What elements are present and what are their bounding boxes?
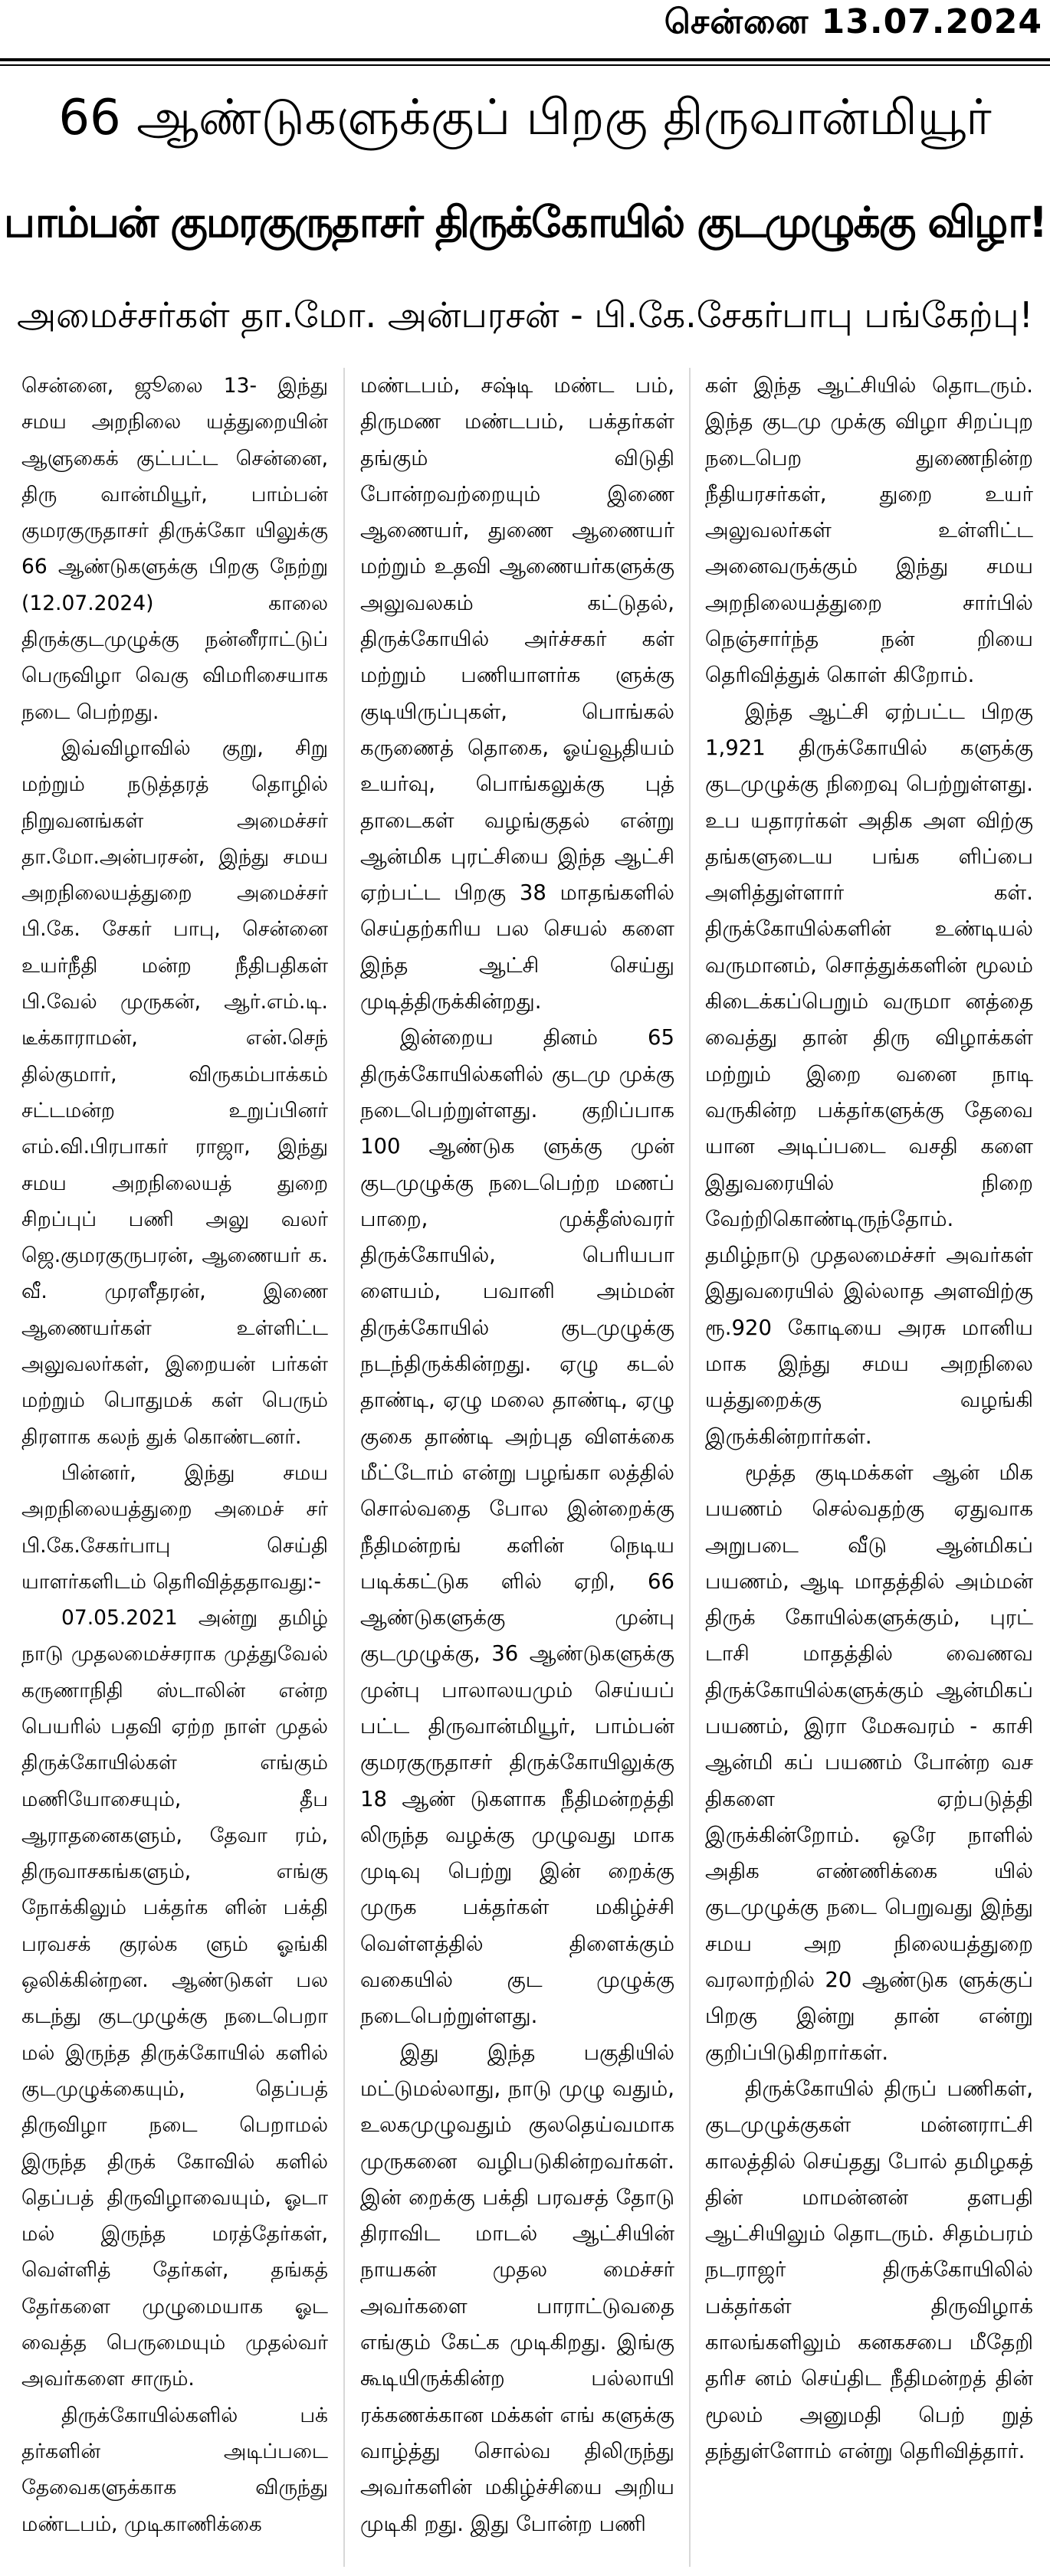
headline-main: பாம்பன் குமரகுருதாசர் திருக்கோயில் குடமுழுக்கு விழா! (3, 198, 1047, 247)
article-column-3 (705, 368, 1033, 2567)
article-paragraph: மண்டபம், சஷ்டி மண்ட பம், திருமண மண்டபம், பக்தர்கள் தங்கும் விடுதி போன்றவற்றையும் இணை ஆணையர், துணை ஆணையர் மற்றும் உதவி ஆணையர்களுக்கு அலுவலகம் கட்டுதல், திருக்கோயில் அர்ச்சகர் கள் மற்றும் பணியாளர்க ளுக்கு குடியிருப்புகள், பொங்கல் கருணைத் தொகை, ஓய்வூதியம் உயர்வு, பொங்கலுக்கு புத் தாடைகள் வழங்குதல் என்று ஆன்மிக புரட்சியை இந்த ஆட்சி ஏற்பட்ட பிறகு 38 மாதங்களில் செய்தற்கரிய பல செயல் களை இந்த ஆட்சி செய்து முடித்திருக்கின்றது. (360, 373, 674, 1014)
article-column-2 (360, 368, 674, 2567)
headline-kicker: 66 ஆண்டுகளுக்குப் பிறகு திருவான்மியூர் (58, 90, 992, 146)
top-rule-thin (0, 64, 1050, 66)
article-paragraph: சென்னை, ஜூலை 13- இந்து சமய அறநிலை யத்துறையின் ஆளுகைக் குட்பட்ட சென்னை, திரு வான்மியூர், பாம்பன் குமரகுருதாசர் திருக்கோ யிலுக்கு 66 ஆண்டுகளுக்கு பிறகு நேற்று (12.07.2024) காலை திருக்குடமுழுக்கு நன்னீராட்டுப் பெருவிழா வெகு விமரிசையாக நடை பெற்றது. (21, 374, 328, 724)
article-paragraph: 07.05.2021 அன்று தமிழ் நாடு முதலமைச்சராக முத்துவேல் கருணாநிதி ஸ்டாலின் என்ற பெயரில் பதவி ஏற்ற நாள் முதல் திருக்கோயில்கள் எங்கும் மணியோசையும், தீப ஆராதனைகளும், தேவா ரம், திருவாசகங்களும், எங்கு நோக்கிலும் பக்தர்க ளின் பக்தி பரவசக் குரல்க ளும் ஓங்கி ஒலிக்கின்றன. ஆண்டுகள் பல கடந்து குடமுழுக்கு நடைபெறா மல் இருந்த திருக்கோயில் களில் குடமுழுக்கையும், தெப்பத் திருவிழா நடை பெறாமல் இருந்த திருக் கோவில் களில் தெப்பத் திருவிழாவையும், ஓடா மல் இருந்த மரத்தேர்கள், வெள்ளித் தேர்கள், தங்கத் தேர்களை முழுமையாக ஓட வைத்த பெருமையும் முதல்வர் அவர்களை சாரும். (21, 1606, 328, 2391)
article-column-1 (21, 368, 328, 2567)
article-paragraph: திருக்கோயில் திருப் பணிகள், குடமுழுக்குகள் மன்னராட்சி காலத்தில் செய்தது போல் தமிழகத் தின் மாமன்னன் தளபதி ஆட்சியிலும் தொடரும். சிதம்பரம் நடராஜர் திருக்கோயிலில் பக்தர்கள் திருவிழாக் காலங்களிலும் கனகசபை மீதேறி தரிச னம் செய்திட நீதிமன்றத் தின் மூலம் அனுமதி பெற் றுத் தந்துள்ளோம் என்று தெரிவித்தார். (705, 2076, 1033, 2463)
article-paragraph: இவ்விழாவில் குறு, சிறு மற்றும் நடுத்தரத் தொழில் நிறுவனங்கள் அமைச்சர் தா.மோ.அன்பரசன், இந்து சமய அறநிலையத்துறை அமைச்சர் பி.கே. சேகர் பாபு, சென்னை உயர்நீதி மன்ற நீதிபதிகள் பி.வேல் முருகன், ஆர்.எம்.டி. டீக்காராமன், என்.செந் தில்குமார், விருகம்பாக்கம் சட்டமன்ற உறுப்பினர் எம்.வி.பிரபாகர் ராஜா, இந்து சமய அறநிலையத் துறை சிறப்புப் பணி அலு வலர் ஜெ.குமரகுருபரன், ஆணையர் க. வீ. முரளீதரன், இணை ஆணையர்கள் உள்ளிட்ட அலுவலர்கள், இறையன் பர்கள் மற்றும் பொதுமக் கள் பெரும் திரளாக கலந் துக் கொண்டனர். (21, 736, 328, 1449)
headline-sub: அமைச்சர்கள் தா.மோ. அன்பரசன் - பி.கே.சேகர்பாபு பங்கேற்பு! (17, 294, 1033, 336)
dateline: சென்னை 13.07.2024 (664, 2, 1042, 41)
column-divider (343, 368, 345, 2567)
article-paragraph: இது இந்த பகுதியில் மட்டுமல்லாது, நாடு முழு வதும், உலகமுழுவதும் குலதெய்வமாக முருகனை வழிபடுகின்றவர்கள். இன் றைக்கு பக்தி பரவசத் தோடு திராவிட மாடல் ஆட்சியின் நாயகன் முதல மைச்சர் அவர்களை பாராட்டுவதை எங்கும் கேட்க முடிகிறது. இங்கு கூடியிருக்கின்ற பல்லாயி ரக்கணக்கான மக்கள் எங் களுக்கு வாழ்த்து சொல்வ திலிருந்து அவர்களின் மகிழ்ச்சியை அறிய முடிகி றது. இது போன்ற பணி (360, 2040, 674, 2536)
column-divider (689, 368, 691, 2567)
article-paragraph: மூத்த குடிமக்கள் ஆன் மிக பயணம் செல்வதற்கு ஏதுவாக அறுபடை வீடு ஆன்மிகப் பயணம், ஆடி மாதத்தில் அம்மன் திருக் கோயில்களுக்கும், புரட் டாசி மாதத்தில் வைணவ திருக்கோயில்களுக்கும் ஆன்மிகப் பயணம், இரா மேசுவரம் - காசி ஆன்மி கப் பயணம் போன்ற வச திகளை ஏற்படுத்தி இருக்கின்றோம். ஒரே நாளில் அதிக எண்ணிக்கை யில் குடமுழுக்கு நடை பெறுவது இந்து சமய அற நிலையத்துறை வரலாற்றில் 20 ஆண்டுக ளுக்குப் பிறகு இன்று தான் என்று குறிப்பிடுகிறார்கள். (705, 1460, 1033, 2065)
article-paragraph: கள் இந்த ஆட்சியில் தொடரும். இந்த குடமு முக்கு விழா சிறப்புற நடைபெற துணைநின்ற நீதியரசர்கள், துறை உயர் அலுவலர்கள் உள்ளிட்ட அனைவருக்கும் இந்து சமய அறநிலையத்துறை சார்பில் நெஞ்சார்ந்த நன் றியை தெரிவித்துக் கொள் கிறோம். (705, 373, 1033, 688)
article-paragraph: திருக்கோயில்களில் பக் தர்களின் அடிப்படை தேவைகளுக்காக விருந்து மண்டபம், முடிகாணிக்கை (21, 2403, 328, 2536)
top-rule (0, 58, 1050, 61)
article-paragraph: இன்றைய தினம் 65 திருக்கோயில்களில் குடமு முக்கு நடைபெற்றுள்ளது. குறிப்பாக 100 ஆண்டுக ளுக்கு முன் குடமுழுக்கு நடைபெற்ற மணப் பாறை, முக்தீஸ்வரர் திருக்கோயில், பெரியபா ளையம், பவானி அம்மன் திருக்கோயில் குடமுழுக்கு நடந்திருக்கின்றது. ஏழு கடல் தாண்டி, ஏழு மலை தாண்டி, ஏழு குகை தாண்டி அற்புத விளக்கை மீட்டோம் என்று பழங்கா லத்தில் சொல்வதை போல இன்றைக்கு நீதிமன்றங் களின் நெடிய படிக்கட்டுக ளில் ஏறி, 66 ஆண்டுகளுக்கு முன்பு குடமுழுக்கு, 36 ஆண்டுகளுக்கு முன்பு பாலாலயமும் செய்யப் பட்ட திருவான்மியூர், பாம்பன் குமரகுருதாசர் திருக்கோயிலுக்கு 18 ஆண் டுகளாக நீதிமன்றத்தி லிருந்த வழக்கு முழுவது மாக முடிவு பெற்று இன் றைக்கு முருக பக்தர்கள் மகிழ்ச்சி வெள்ளத்தில் திளைக்கும் வகையில் குட முழுக்கு நடைபெற்றுள்ளது. (360, 1025, 674, 2029)
article-paragraph: பின்னர், இந்து சமய அறநிலையத்துறை அமைச் சர் பி.கே.சேகர்பாபு செய்தி யாளர்களிடம் தெரிவித்ததாவது:- (21, 1460, 328, 1594)
article-paragraph: இந்த ஆட்சி ஏற்பட்ட பிறகு 1,921 திருக்கோயில் களுக்கு குடமுழுக்கு நிறைவு பெற்றுள்ளது. உப யதாரர்கள் அதிக அள விற்கு தங்களுடைய பங்க ளிப்பை அளித்துள்ளார் கள். திருக்கோயில்களின் உண்டியல் வருமானம், சொத்துக்களின் மூலம் கிடைக்கப்பெறும் வருமா னத்தை வைத்து தான் திரு விழாக்கள் மற்றும் இறை வனை நாடி வருகின்ற பக்தர்களுக்கு தேவை யான அடிப்படை வசதி களை இதுவரையில் நிறை வேற்றிகொண்டிருந்தோம். தமிழ்நாடு முதலமைச்சர் அவர்கள் இதுவரையில் இல்லாத அளவிற்கு ரூ.920 கோடியை அரசு மானிய மாக இந்து சமய அறநிலை யத்துறைக்கு வழங்கி இருக்கின்றார்கள். (705, 699, 1033, 1449)
